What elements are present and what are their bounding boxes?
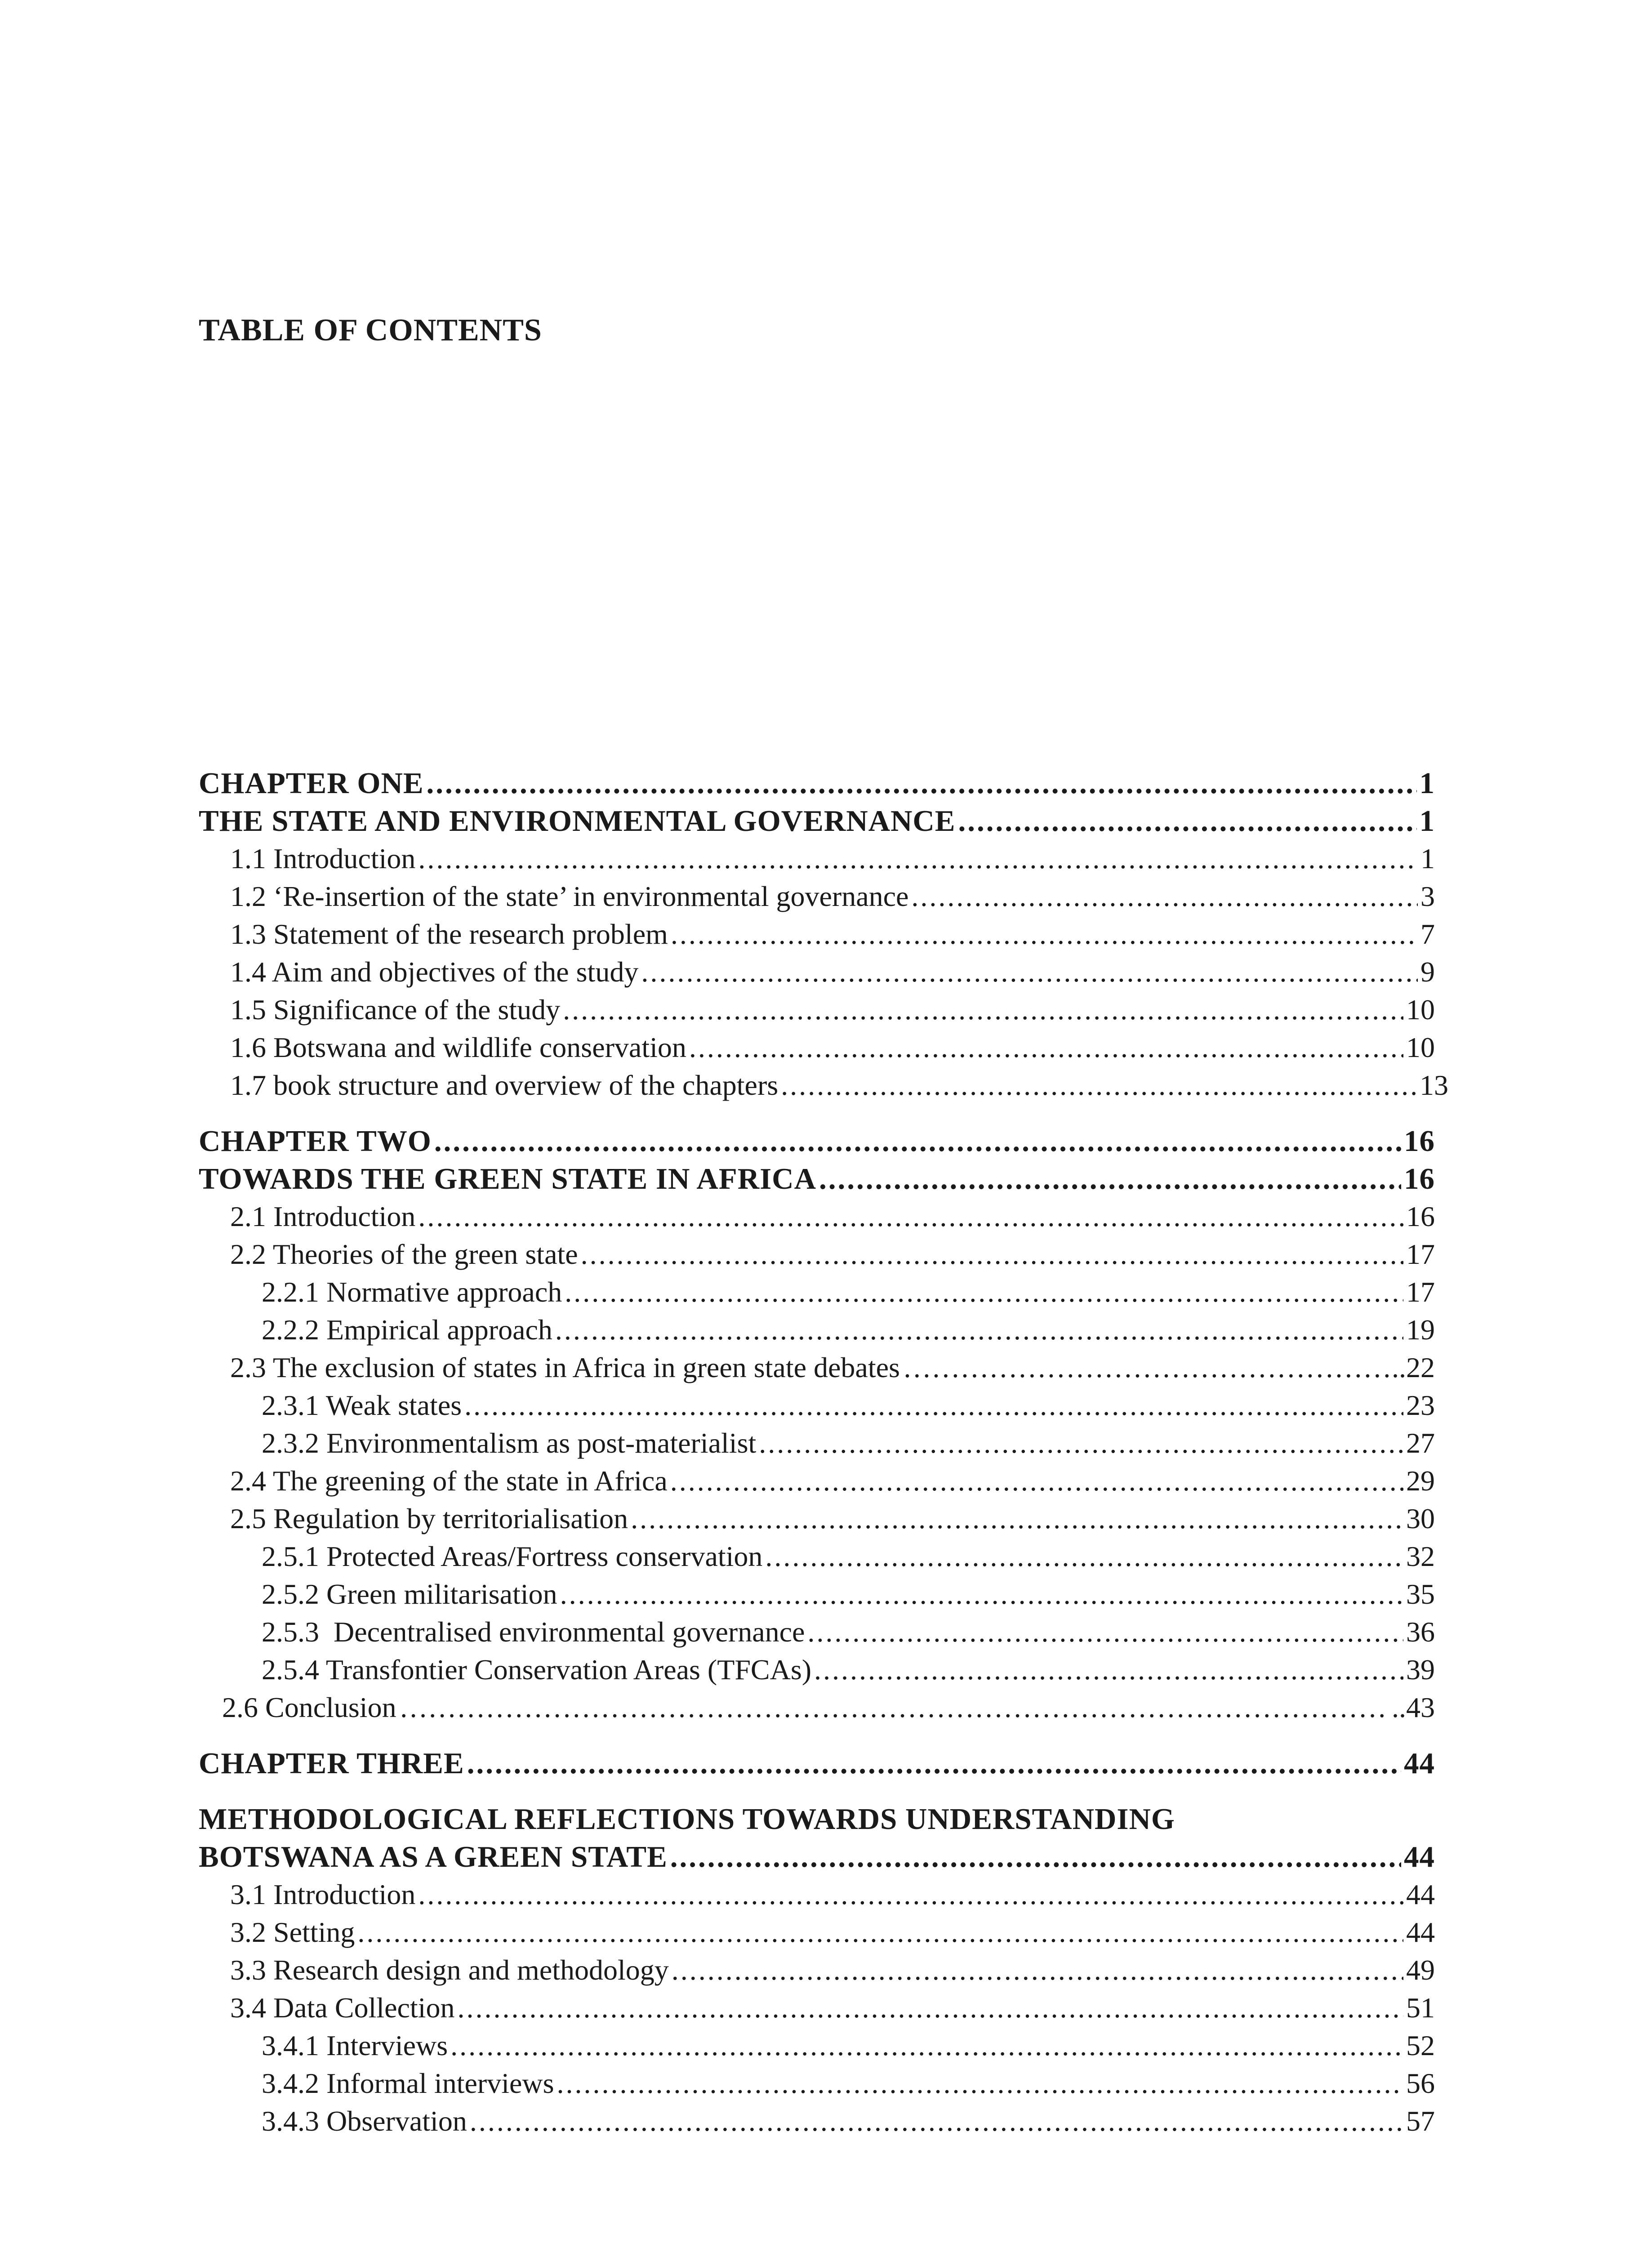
toc-entry-label: CHAPTER THREE [199, 1747, 464, 1780]
dot-leader [641, 953, 1418, 991]
toc-page-number: 17 [1406, 1238, 1435, 1270]
dot-leader [434, 1122, 1401, 1160]
toc-chapter-entry [199, 1838, 1435, 1876]
toc-section-entry [199, 991, 1435, 1029]
toc-entry-label: 2.5.1 Protected Areas/Fortress conservation [262, 1540, 763, 1572]
dot-leader [903, 1349, 1389, 1387]
toc-page-number: 16 [1404, 1124, 1435, 1158]
toc-section-entry [199, 1989, 1435, 2027]
dot-leader [807, 1613, 1403, 1651]
toc-entry-label: 3.3 Research design and methodology [230, 1954, 669, 1986]
toc-entry-label: 2.5.4 Transfontier Conservation Areas (TFCAs) [262, 1654, 812, 1686]
dot-leader [418, 1876, 1403, 1913]
dot-leader [911, 878, 1418, 915]
toc-page-number: 52 [1406, 2029, 1435, 2061]
toc-entry-label: 1.6 Botswana and wildlife conservation [230, 1031, 686, 1063]
toc-page-number: 10 [1406, 994, 1435, 1026]
dot-leader [560, 1575, 1403, 1613]
toc-entry-label: 1.5 Significance of the study [230, 994, 561, 1026]
dot-leader [759, 1424, 1403, 1462]
dot-leader [418, 840, 1418, 878]
toc-section-entry [199, 1951, 1435, 1989]
toc-page-number: 29 [1406, 1465, 1435, 1497]
toc-page-number: 9 [1420, 956, 1435, 988]
dot-leader [672, 1951, 1403, 1989]
toc-entry-label: CHAPTER ONE [199, 767, 424, 800]
toc-entry-label: 2.1 Introduction [230, 1200, 416, 1232]
toc-subsection-entry [199, 2102, 1435, 2140]
toc-page-number: 44 [1406, 1916, 1435, 1948]
toc-page-number: 32 [1406, 1540, 1435, 1572]
toc-section-entry [199, 1689, 1435, 1726]
toc-chapter-entry [199, 1744, 1435, 1782]
toc-page-number: 44 [1404, 1840, 1435, 1873]
toc-page-number: 39 [1406, 1654, 1435, 1686]
toc-page-number: 17 [1406, 1276, 1435, 1308]
toc-entry-label: 3.4.3 Observation [262, 2105, 467, 2137]
toc-entry-label: 2.5 Regulation by territorialisation [230, 1503, 628, 1534]
toc-section-entry [199, 840, 1435, 878]
dot-leader [671, 915, 1418, 953]
toc-section-entry [199, 1462, 1435, 1500]
toc-entry-label: 1.3 Statement of the research problem [230, 918, 668, 950]
toc-page-number: ..22 [1392, 1351, 1435, 1383]
dot-leader [631, 1500, 1403, 1538]
toc-page-number: 27 [1406, 1427, 1435, 1459]
toc-section-entry [199, 1500, 1435, 1538]
dot-leader [450, 2027, 1403, 2065]
dot-leader [765, 1538, 1403, 1575]
dot-leader [670, 1462, 1403, 1500]
toc-entry-label: 3.2 Setting [230, 1916, 355, 1948]
toc-subsection-entry [199, 1273, 1435, 1311]
dot-leader [470, 2102, 1403, 2140]
toc-subsection-entry [199, 1387, 1435, 1424]
toc-page-number: 19 [1406, 1314, 1435, 1346]
toc-subsection-entry [199, 1424, 1435, 1462]
toc-subsection-entry [199, 2065, 1435, 2102]
toc-chapter-entry [199, 802, 1435, 840]
toc-page-number: 7 [1420, 918, 1435, 950]
toc-page-number: 16 [1404, 1162, 1435, 1195]
toc-entry-label: 2.2 Theories of the green state [230, 1238, 578, 1270]
toc-subsection-entry [199, 1575, 1435, 1613]
toc-entry-label: 2.3.1 Weak states [262, 1389, 462, 1421]
dot-leader [689, 1029, 1403, 1066]
toc-entry-label: 3.1 Introduction [230, 1878, 416, 1910]
dot-leader [399, 1689, 1389, 1726]
dot-leader [467, 1744, 1401, 1782]
toc-section-entry [199, 1236, 1435, 1273]
dot-leader [457, 1989, 1403, 2027]
toc-page-number: 16 [1406, 1200, 1435, 1232]
toc-page-number: 3 [1420, 880, 1435, 912]
table-of-contents [199, 764, 1448, 2140]
toc-page-number: 1 [1419, 804, 1435, 838]
dot-leader [581, 1236, 1403, 1273]
toc-entry-label: 2.6 Conclusion [222, 1691, 396, 1723]
toc-page-number: 44 [1404, 1747, 1435, 1780]
dot-leader [958, 802, 1416, 840]
toc-section-entry [199, 953, 1435, 991]
dot-leader [563, 991, 1403, 1029]
toc-entry-label: 2.5.3 Decentralised environmental governance [262, 1616, 805, 1648]
page-title: TABLE OF CONTENTS [199, 313, 542, 348]
toc-section-entry [199, 915, 1435, 953]
toc-page-number: 13 [1420, 1069, 1448, 1101]
dot-leader [819, 1160, 1401, 1198]
toc-page-number: 1 [1420, 843, 1435, 874]
toc-entry-label: THE STATE AND ENVIRONMENTAL GOVERNANCE [199, 804, 956, 838]
toc-section-entry [199, 1913, 1435, 1951]
toc-entry-label: 1.4 Aim and objectives of the study [230, 956, 639, 988]
toc-entry-label: 1.7 book structure and overview of the chapters [230, 1069, 779, 1101]
toc-entry-label: 2.4 The greening of the state in Africa [230, 1465, 668, 1497]
dot-leader [670, 1838, 1401, 1876]
toc-section-entry [199, 878, 1435, 915]
toc-entry-label: CHAPTER TWO [199, 1124, 432, 1158]
toc-page-number: 49 [1406, 1954, 1435, 1986]
dot-leader [418, 1198, 1403, 1236]
dot-leader [464, 1387, 1403, 1424]
toc-subsection-entry [199, 1613, 1435, 1651]
toc-page-number: 57 [1406, 2105, 1435, 2137]
toc-entry-label: 2.3.2 Environmentalism as post-materialist [262, 1427, 757, 1459]
toc-page-number: 35 [1406, 1578, 1435, 1610]
toc-page-number: 23 [1406, 1389, 1435, 1421]
toc-page-number: ..43 [1392, 1691, 1435, 1723]
toc-section-entry [199, 1066, 1448, 1104]
toc-page-number: 51 [1406, 1992, 1435, 2024]
toc-page-number: 10 [1406, 1031, 1435, 1063]
dot-leader [565, 1273, 1403, 1311]
toc-chapter-entry [199, 1122, 1435, 1160]
toc-entry-label: 2.2.2 Empirical approach [262, 1314, 552, 1346]
toc-entry-label: 3.4.2 Informal interviews [262, 2067, 554, 2099]
toc-chapter-entry [199, 1160, 1435, 1198]
toc-entry-label: 1.1 Introduction [230, 843, 416, 874]
dot-leader [555, 1311, 1403, 1349]
toc-subsection-entry [199, 1651, 1435, 1689]
toc-chapter-title-line: METHODOLOGICAL REFLECTIONS TOWARDS UNDERSTANDING [199, 1802, 1175, 1836]
toc-entry-label: 3.4 Data Collection [230, 1992, 455, 2024]
toc-subsection-entry [199, 1311, 1435, 1349]
toc-page-number: 56 [1406, 2067, 1435, 2099]
toc-section-entry [199, 1876, 1435, 1913]
dot-leader [357, 1913, 1403, 1951]
toc-entry-label: BOTSWANA AS A GREEN STATE [199, 1840, 668, 1873]
toc-entry-label: 3.4.1 Interviews [262, 2029, 448, 2061]
toc-page-number: 44 [1406, 1878, 1435, 1910]
dot-leader [557, 2065, 1404, 2102]
toc-section-entry [199, 1198, 1435, 1236]
toc-page-number: 1 [1419, 767, 1435, 800]
toc-page-number: 36 [1406, 1616, 1435, 1648]
dot-leader [814, 1651, 1403, 1689]
toc-subsection-entry [199, 1538, 1435, 1575]
toc-entry-label: 1.2 ‘Re-insertion of the state’ in environmental governance [230, 880, 909, 912]
dot-leader [427, 764, 1417, 802]
toc-section-entry [199, 1029, 1435, 1066]
toc-entry-label: 2.2.1 Normative approach [262, 1276, 562, 1308]
toc-chapter-entry [199, 764, 1435, 802]
toc-entry-label: TOWARDS THE GREEN STATE IN AFRICA [199, 1162, 816, 1195]
toc-entry-label: 2.5.2 Green militarisation [262, 1578, 557, 1610]
toc-subsection-entry [199, 2027, 1435, 2065]
dot-leader [781, 1066, 1417, 1104]
toc-page-number: 30 [1406, 1503, 1435, 1534]
toc-section-entry [199, 1349, 1435, 1387]
toc-entry-label: 2.3 The exclusion of states in Africa in green state debates [230, 1351, 900, 1383]
